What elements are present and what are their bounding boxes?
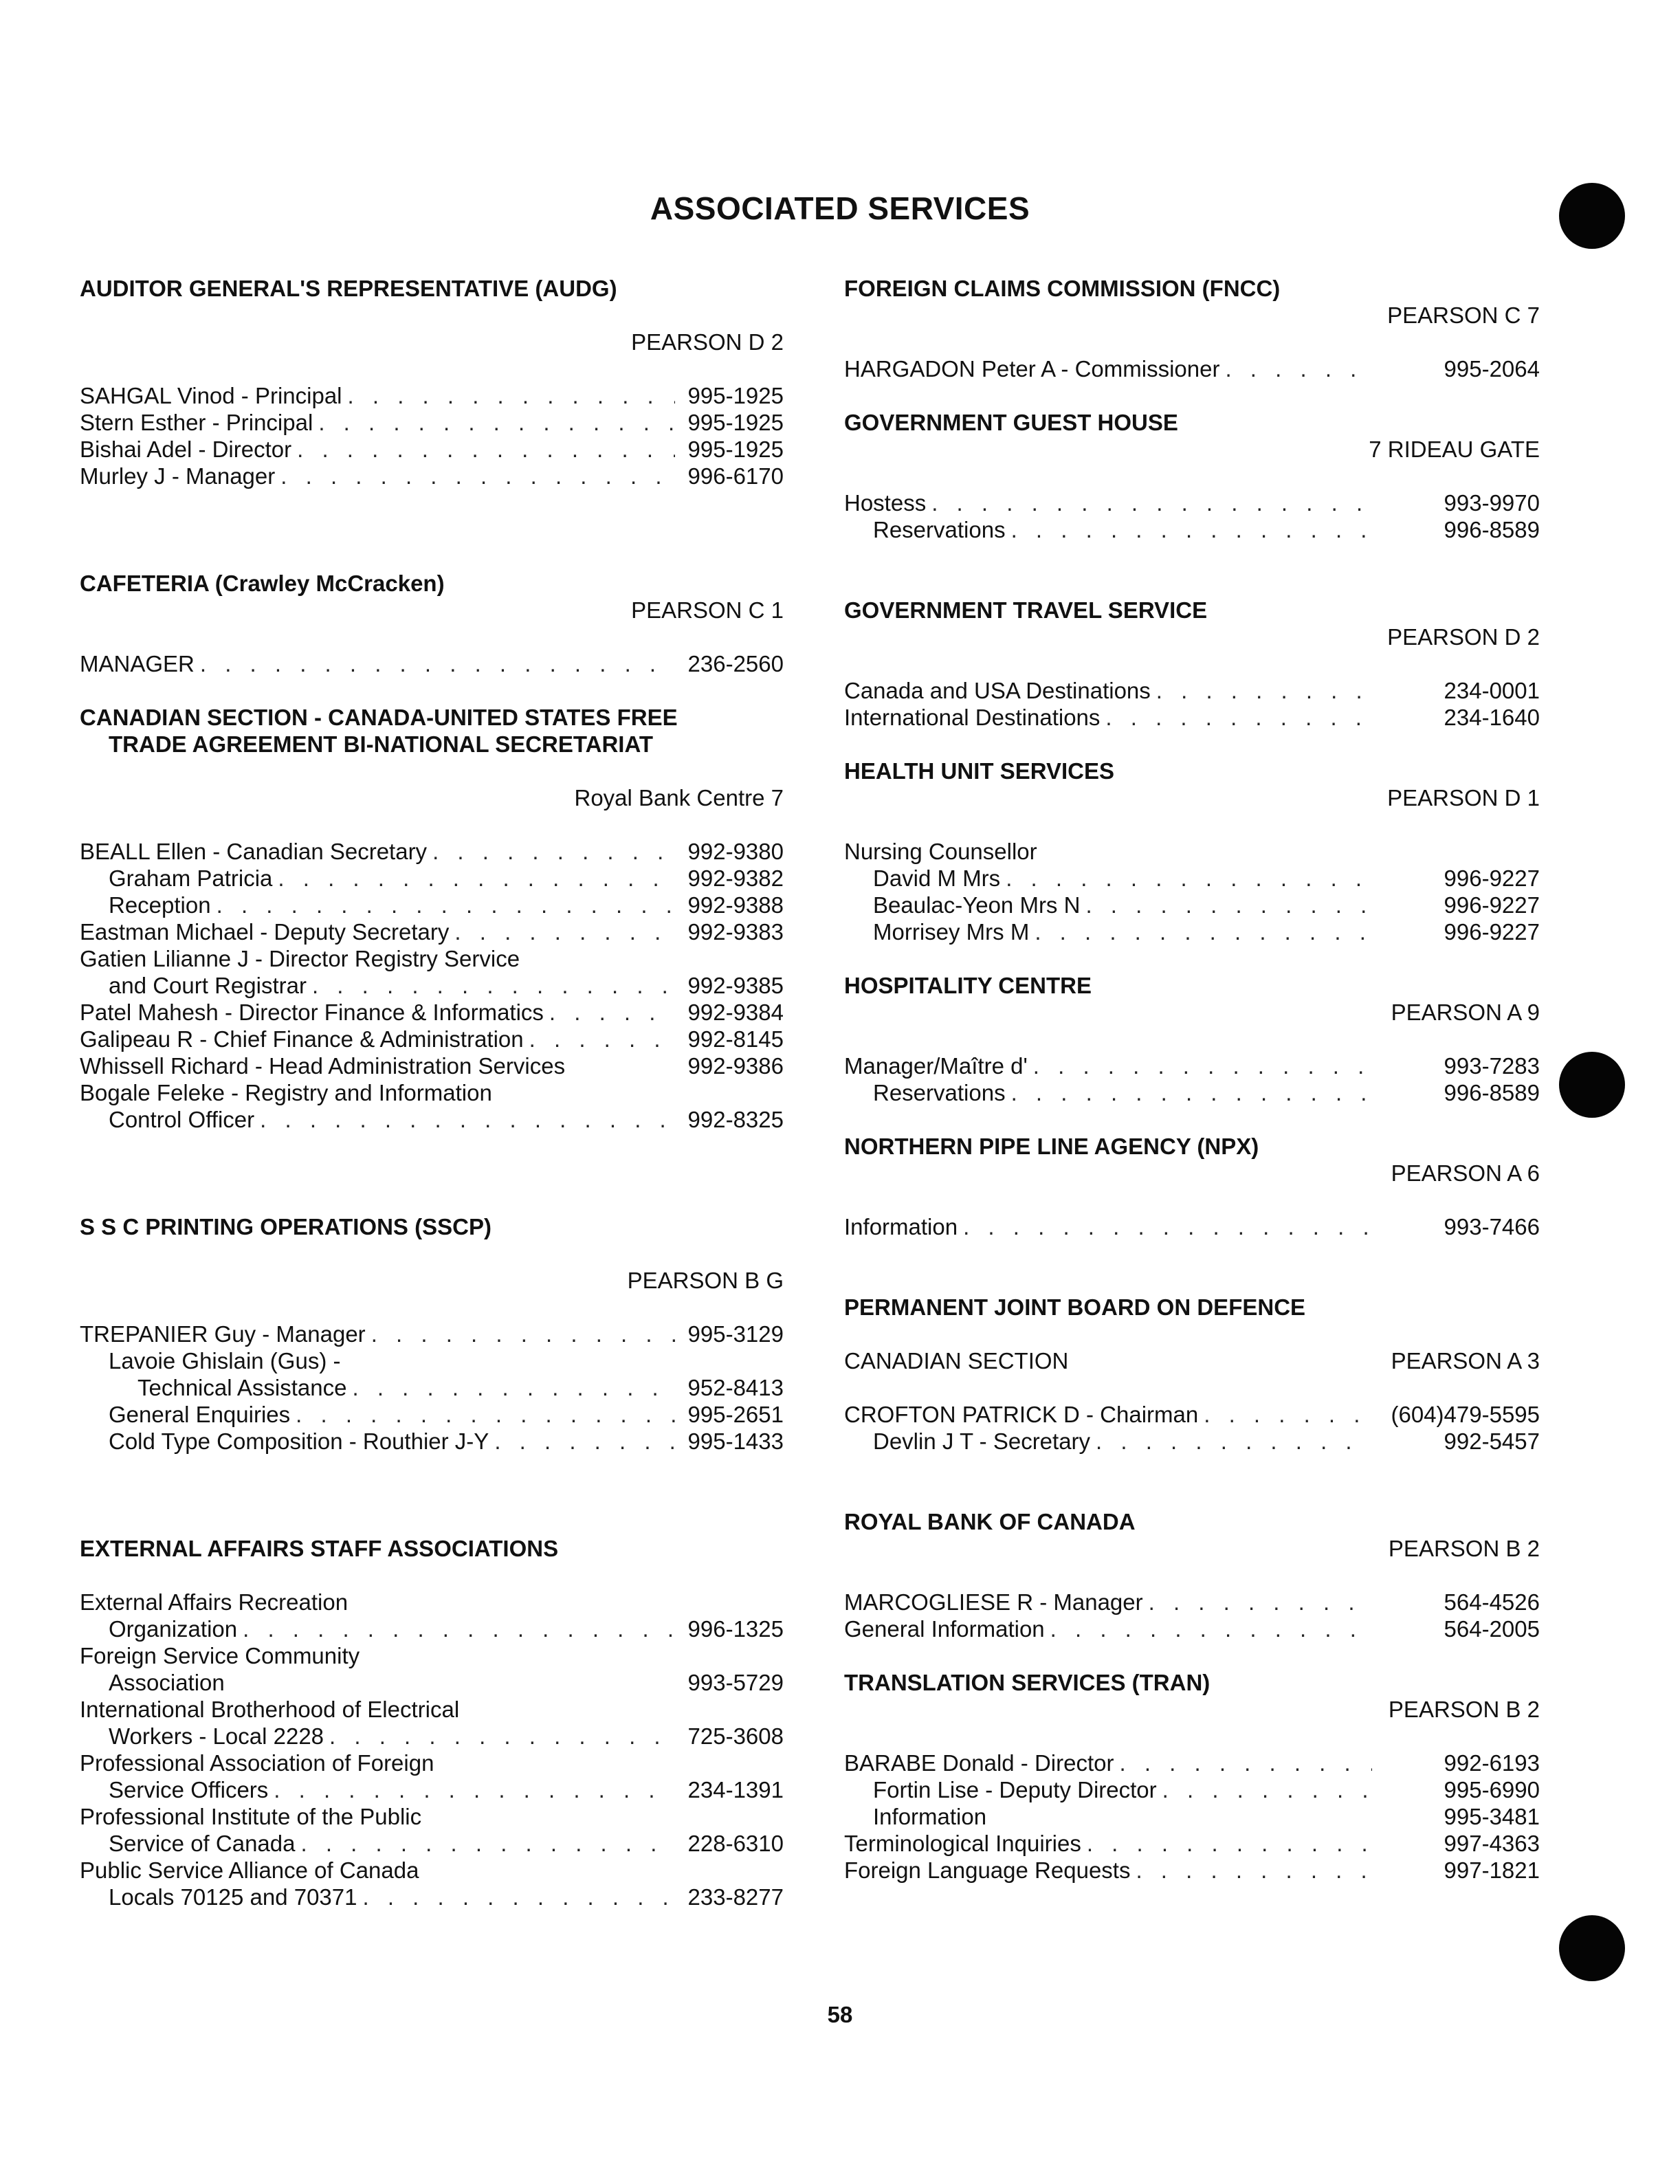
entry-phone: 992-9386	[687, 1053, 784, 1079]
directory-entry	[844, 892, 1540, 918]
entry-name: Bishai Adel - Director	[80, 437, 292, 462]
entry-phone: 234-1391	[687, 1777, 784, 1802]
entry-phone: 997-4363	[1444, 1831, 1540, 1856]
entry-name: Technical Assistance	[137, 1375, 347, 1400]
entry-name: Reservations	[873, 1080, 1006, 1105]
entry-phone: 992-9383	[687, 919, 784, 945]
entry-phone: 996-8589	[1444, 1080, 1540, 1105]
section-location: PEARSON B G	[627, 1268, 784, 1293]
directory-entry	[844, 1213, 1540, 1240]
directory-entry	[80, 650, 784, 677]
section-location: PEARSON A 9	[1391, 1000, 1540, 1025]
entry-name: Public Service Alliance of Canada	[80, 1857, 419, 1883]
directory-entry	[80, 1374, 784, 1401]
directory-entry	[80, 865, 784, 892]
entry-phone: 992-9380	[687, 839, 784, 864]
entry-name: Whissell Richard - Head Administration Services	[80, 1053, 566, 1079]
entry-name: TREPANIER Guy - Manager	[80, 1321, 366, 1347]
entry-phone: 952-8413	[687, 1375, 784, 1400]
section-location: PEARSON C 1	[631, 597, 784, 623]
directory-entry	[844, 1615, 1540, 1642]
entry-name: BEALL Ellen - Canadian Secretary	[80, 839, 428, 864]
directory-entry	[844, 704, 1540, 731]
entry-name: Association	[109, 1670, 225, 1695]
directory-entry	[844, 489, 1540, 516]
entry-phone: 992-8145	[687, 1026, 784, 1052]
section-title-continued: TRADE AGREEMENT BI-NATIONAL SECRETARIAT	[109, 731, 653, 757]
left-column	[80, 275, 784, 1910]
directory-entry	[80, 999, 784, 1026]
section-location: PEARSON A 3	[1391, 1348, 1540, 1374]
entry-name: Reception	[109, 892, 211, 918]
entry-name: Professional Institute of the Public	[80, 1804, 422, 1829]
entry-name: Manager/Maître d'	[844, 1053, 1028, 1079]
entry-phone: 995-2651	[687, 1402, 784, 1427]
section-title: TRANSLATION SERVICES (TRAN)	[844, 1670, 1211, 1695]
entry-phone: 993-7466	[1444, 1214, 1540, 1239]
section-location: PEARSON A 6	[1391, 1160, 1540, 1186]
entry-name: Information	[844, 1214, 958, 1239]
entry-phone: 992-9382	[687, 865, 784, 891]
directory-entry	[844, 1079, 1540, 1106]
entry-phone: 234-1640	[1444, 705, 1540, 730]
entry-name: Foreign Service Community	[80, 1643, 360, 1668]
page-title: ASSOCIATED SERVICES	[650, 190, 1030, 226]
entry-phone: 996-1325	[687, 1616, 784, 1642]
directory-entry	[80, 1052, 784, 1079]
entry-phone: 233-8277	[687, 1884, 784, 1910]
directory-entry	[80, 918, 784, 945]
entry-phone: 995-1433	[687, 1429, 784, 1454]
entry-phone: 236-2560	[687, 651, 784, 676]
entry-phone: 992-9384	[687, 1000, 784, 1025]
binder-tab-mark	[1559, 183, 1625, 249]
directory-entry	[80, 1669, 784, 1696]
entry-phone: 992-8325	[687, 1107, 784, 1132]
directory-entry	[844, 516, 1540, 543]
section-location: 7 RIDEAU GATE	[1369, 437, 1540, 462]
entry-name: Information	[873, 1804, 987, 1829]
directory-entry	[80, 1615, 784, 1642]
section-title: NORTHERN PIPE LINE AGENCY (NPX)	[844, 1134, 1259, 1159]
directory-entry	[844, 1776, 1540, 1803]
section-title: PERMANENT JOINT BOARD ON DEFENCE	[844, 1294, 1306, 1320]
directory-entry	[844, 677, 1540, 704]
entry-name: Gatien Lilianne J - Director Registry Service	[80, 946, 520, 971]
entry-name: Control Officer	[109, 1107, 255, 1132]
section-title: HOSPITALITY CENTRE	[844, 973, 1092, 998]
directory-entry	[80, 463, 784, 489]
section-title: EXTERNAL AFFAIRS STAFF ASSOCIATIONS	[80, 1536, 559, 1561]
entry-phone: 995-2064	[1444, 356, 1540, 382]
entry-phone: 996-8589	[1444, 517, 1540, 542]
entry-phone: 995-3129	[687, 1321, 784, 1347]
entry-name: External Affairs Recreation	[80, 1589, 349, 1615]
section-location: Royal Bank Centre 7	[574, 785, 784, 810]
directory-entry	[80, 436, 784, 463]
entry-phone: 995-3481	[1444, 1804, 1540, 1829]
directory-entry	[844, 1401, 1540, 1428]
entry-name: Cold Type Composition - Routhier J-Y	[109, 1429, 489, 1454]
entry-name: Stern Esther - Principal	[80, 410, 313, 435]
directory-entry	[80, 1723, 784, 1750]
entry-name: CROFTON PATRICK D - Chairman	[844, 1402, 1199, 1427]
directory-entry	[80, 838, 784, 865]
entry-name: International Destinations	[844, 705, 1101, 730]
entry-name: Graham Patricia	[109, 865, 273, 891]
entry-phone: 996-6170	[687, 463, 784, 489]
directory-entry	[844, 1428, 1540, 1455]
entry-name: Nursing Counsellor	[844, 839, 1037, 864]
entry-phone: 993-7283	[1444, 1053, 1540, 1079]
section-title: AUDITOR GENERAL'S REPRESENTATIVE (AUDG)	[80, 276, 617, 301]
entry-phone: 996-9227	[1444, 865, 1540, 891]
section-location: PEARSON D 2	[631, 329, 784, 355]
directory-entry	[80, 409, 784, 436]
directory-entry	[80, 1776, 784, 1803]
entry-name: SAHGAL Vinod - Principal	[80, 383, 342, 408]
entry-name: Service of Canada	[109, 1831, 296, 1856]
directory-entry	[80, 1884, 784, 1910]
entry-name: Devlin J T - Secretary	[873, 1429, 1091, 1454]
directory-entry	[844, 1830, 1540, 1857]
binder-tab-mark	[1559, 1915, 1625, 1981]
directory-entry	[80, 1106, 784, 1133]
entry-name: MARCOGLIESE R - Manager	[844, 1589, 1143, 1615]
entry-name: HARGADON Peter A - Commissioner	[844, 356, 1220, 382]
entry-phone: 564-2005	[1444, 1616, 1540, 1642]
entry-name: International Brotherhood of Electrical	[80, 1697, 460, 1722]
entry-name: Beaulac-Yeon Mrs N	[873, 892, 1081, 918]
directory-entry	[80, 1026, 784, 1052]
entry-phone: (604)479-5595	[1391, 1402, 1540, 1427]
entry-name: General Information	[844, 1616, 1045, 1642]
section-title: S S C PRINTING OPERATIONS (SSCP)	[80, 1214, 491, 1239]
entry-phone: 996-9227	[1444, 892, 1540, 918]
directory-entry	[844, 1589, 1540, 1615]
entry-name: Canada and USA Destinations	[844, 678, 1151, 703]
entry-phone: 228-6310	[687, 1831, 784, 1856]
section-title: GOVERNMENT TRAVEL SERVICE	[844, 597, 1208, 623]
section-title: GOVERNMENT GUEST HOUSE	[844, 410, 1178, 435]
directory-entry	[844, 355, 1540, 382]
entry-phone: 564-4526	[1444, 1589, 1540, 1615]
entry-name: MANAGER	[80, 651, 195, 676]
entry-phone: 725-3608	[687, 1723, 784, 1749]
page-number: 58	[827, 2002, 853, 2027]
directory-entry	[80, 972, 784, 999]
binder-tab-mark	[1559, 1052, 1625, 1118]
entry-phone: 993-9970	[1444, 490, 1540, 516]
directory-entry	[80, 382, 784, 409]
entry-name: Locals 70125 and 70371	[109, 1884, 357, 1910]
entry-name: David M Mrs	[873, 865, 1001, 891]
section-location: PEARSON C 7	[1387, 302, 1540, 328]
entry-phone: 992-5457	[1444, 1429, 1540, 1454]
entry-name: Professional Association of Foreign	[80, 1750, 434, 1776]
entry-phone: 992-9385	[687, 973, 784, 998]
directory-entry	[844, 1750, 1540, 1776]
entry-phone: 995-1925	[687, 437, 784, 462]
entry-name: and Court Registrar	[109, 973, 307, 998]
entry-name: Morrisey Mrs M	[873, 919, 1030, 945]
entry-name: Service Officers	[109, 1777, 269, 1802]
section-title: CAFETERIA (Crawley McCracken)	[80, 571, 445, 596]
entry-phone: 997-1821	[1444, 1857, 1540, 1883]
directory-entry	[80, 1428, 784, 1455]
section-title: CANADIAN SECTION - CANADA-UNITED STATES FREE	[80, 705, 678, 730]
entry-name: Patel Mahesh - Director Finance & Informatics	[80, 1000, 544, 1025]
entry-phone: 995-1925	[687, 383, 784, 408]
directory-entry	[844, 918, 1540, 945]
directory-entry	[844, 1803, 1540, 1830]
directory-entry	[80, 1321, 784, 1347]
entry-name: Lavoie Ghislain (Gus) -	[109, 1348, 341, 1374]
entry-phone: 995-1925	[687, 410, 784, 435]
section-title: HEALTH UNIT SERVICES	[844, 758, 1114, 784]
entry-phone: 992-9388	[687, 892, 784, 918]
directory-entry	[844, 865, 1540, 892]
entry-phone: 996-9227	[1444, 919, 1540, 945]
entry-name: General Enquiries	[109, 1402, 291, 1427]
directory-entry	[844, 1052, 1540, 1079]
section-location: PEARSON B 2	[1388, 1697, 1540, 1722]
section-title: FOREIGN CLAIMS COMMISSION (FNCC)	[844, 276, 1281, 301]
right-column	[844, 275, 1540, 1884]
section-title: ROYAL BANK OF CANADA	[844, 1509, 1136, 1534]
directory-entry	[80, 892, 784, 918]
entry-name: BARABE Donald - Director	[844, 1750, 1114, 1776]
entry-name: Bogale Feleke - Registry and Information	[80, 1080, 492, 1105]
entry-name: Hostess	[844, 490, 927, 516]
entry-phone: 995-6990	[1444, 1777, 1540, 1802]
section-location: PEARSON D 2	[1387, 624, 1540, 650]
entry-name: Terminological Inquiries	[844, 1831, 1081, 1856]
entry-name: Eastman Michael - Deputy Secretary	[80, 919, 450, 945]
entry-name: Fortin Lise - Deputy Director	[873, 1777, 1157, 1802]
section-location: PEARSON B 2	[1388, 1536, 1540, 1561]
entry-name: Murley J - Manager	[80, 463, 276, 489]
directory-entry	[844, 1857, 1540, 1884]
directory-entry	[80, 1401, 784, 1428]
entry-phone: 234-0001	[1444, 678, 1540, 703]
entry-name: Workers - Local 2228	[109, 1723, 324, 1749]
entry-phone: 992-6193	[1444, 1750, 1540, 1776]
entry-name: Galipeau R - Chief Finance & Administration	[80, 1026, 524, 1052]
entry-name: Organization	[109, 1616, 238, 1642]
section-location: PEARSON D 1	[1387, 785, 1540, 810]
section-subheading-row	[844, 1347, 1540, 1374]
entry-name: Foreign Language Requests	[844, 1857, 1131, 1883]
entry-phone: 993-5729	[687, 1670, 784, 1695]
directory-entry	[80, 1830, 784, 1857]
entry-name: Reservations	[873, 517, 1006, 542]
section-subtitle: CANADIAN SECTION	[844, 1348, 1069, 1374]
